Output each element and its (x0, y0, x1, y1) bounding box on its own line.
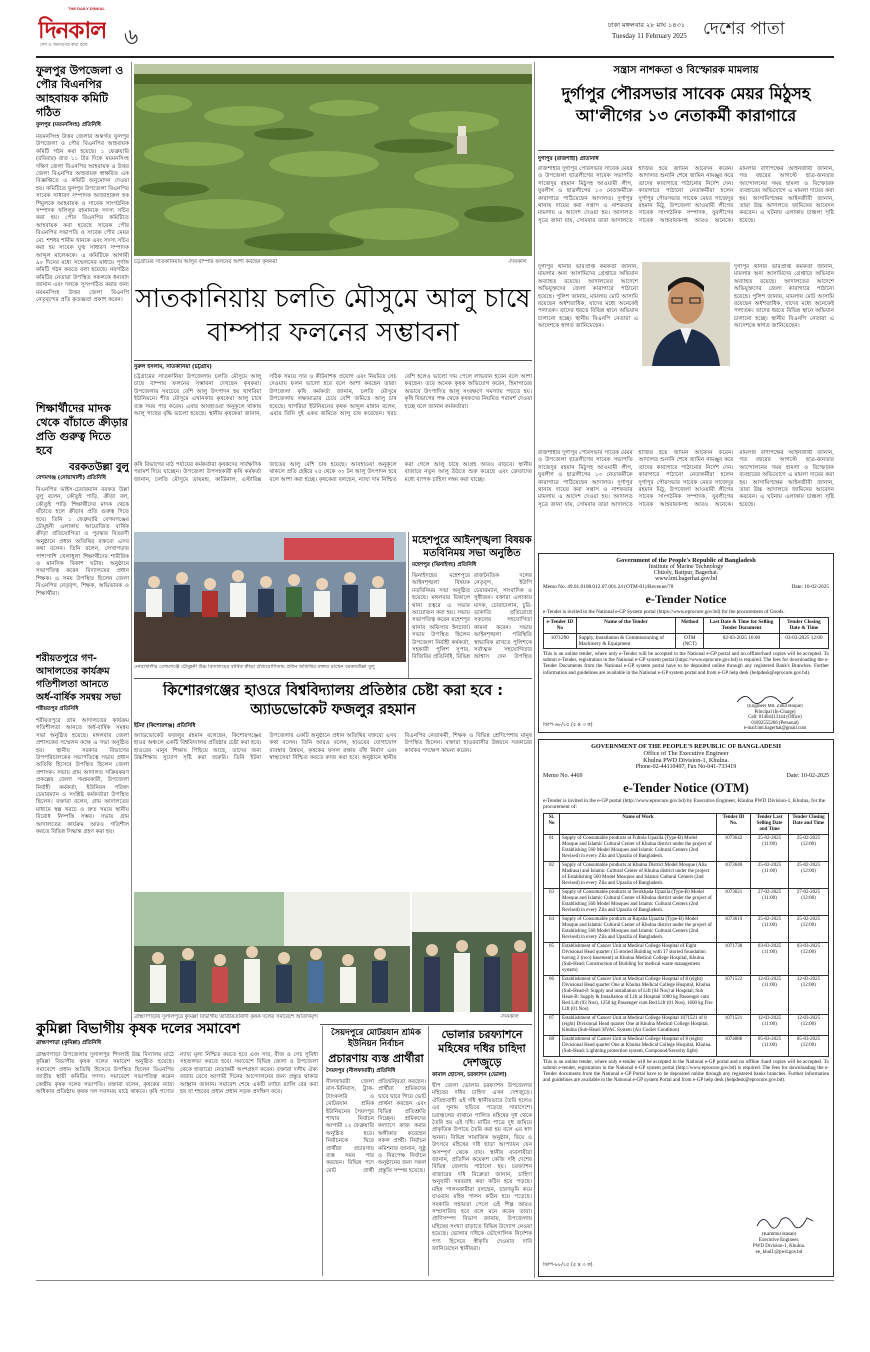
headline: শিক্ষার্থীদের মাদক থেকে বাঁচাতে ক্রীড়ার প্রতি গুরুত্ব দিতে হবে (36, 402, 128, 457)
article-body-2: দুর্গাপুর থানার ভারপ্রাপ্ত কর্মকর্তা জানান, মামলার অন্য আসামিদের গ্রেপ্তারে অভিযান অব্যাহত রয়েছে। আদালতের আদেশে অভিযুক্তদের জেলা কারাগারে পাঠানো হয়েছে। পুলিশ জানায়, মামলায় মোট আসামি রয়েছেন অর্ধশতাধিক, যাদের মধ্যে অনেকেই পলাতক। তাদের ধরতে বিভিন্ন স্থানে অভিযান চালানো হচ্ছে। স্থানীয় বিএনপি নেতারা এ আদেশকে স্বাগত জানিয়েছেন। (538, 264, 638, 330)
comilla-rally-image (134, 892, 410, 1012)
article-body: চট্টগ্রামের সাতকানিয়া উপজেলায় চলতি মৌসুমে আলু চাষে বাম্পার ফলনের সম্ভাবনা দেখছেন কৃষকরা। উপজেলার সবচেয়ে বেশি আলু উৎপাদন হয় খাগরিয়া ইউনিয়নে। শীত মৌসুমে এখানকার কৃষকেরা আলু চাষে ব্যস্ত সময় পার করেন। এবার আবহাওয়া অনুকূলে থাকায় আলু গাছের বৃদ্ধি ভালো হয়েছে। স্থানীয় কৃষকেরা জানান, সঠিক সময়ে সার ও কীটনাশক প্রয়োগ এবং নিয়মিত সেচ দেওয়ায় ফলন ভালো হবে বলে আশা করছেন তারা। উপজেলা কৃষি কর্মকর্তা জানান, চলতি মৌসুমে উপজেলায় লক্ষ্যমাত্রার চেয়ে বেশি জমিতে আলু চাষ হয়েছে। খাগরিয়া ইউনিয়নের কৃষক আব্দুল মান্নান বলেন, এবার তিনি দুই একর জমিতে আলু চাষ করেছেন। খরচ বেশি হলেও ভালো দাম পেলে লাভবান হবেন বলে আশা করছেন। তবে অনেক কৃষক অভিযোগ করেন, হিমাগারের অভাবে উৎপাদিত আলু সংরক্ষণে সমস্যায় পড়তে হয়। কৃষি বিভাগের পক্ষ থেকে কৃষকদের নিয়মিত পরামর্শ দেওয়া হচ্ছে বলে জানান কর্মকর্তারা। (134, 374, 532, 418)
table-cell: 12-03-2025 (12:00) (789, 1014, 829, 1035)
tender-title: e-Tender Notice (645, 592, 727, 606)
byline: ফুলপুর (ময়মনসিংহ) প্রতিনিধি (36, 122, 101, 128)
story-maheshpur (412, 534, 532, 678)
table-header-cell: Name of the Tender (576, 618, 676, 633)
photo-credit: -দিনকাল (508, 259, 527, 265)
masthead-tagline: দেশ ও জনগণের কথা বলে (40, 43, 88, 48)
table-cell: 03-03-2025 (11:00) (751, 942, 789, 975)
subheadline: প্রচারণায় ব্যস্ত প্রার্থীরা (328, 1052, 424, 1065)
table-cell: Supply of Consumable products at Terokhada Upazila (Type-B) Model Mosque and Islamic Cultural Center of Khulna district under the project of Establishing 560 Model Mosques and Islamic Cultural Centers (2nd Revised) in every Zila and Upazila of Bangladesh. (560, 888, 717, 915)
table-cell: 1074086 (717, 1035, 751, 1056)
article-body-2: কৃষি বিভাগের মাঠ পর্যায়ের কর্মকর্তারা কৃষকদের সার্বক্ষণিক পরামর্শ দিয়ে যাচ্ছেন। উপজেলা উপসহকারী কৃষি কর্মকর্তা জানান, চলতি মৌসুমে ডায়মন্ড, কার্ডিনাল, এস্টারিক্স জাতের আলু বেশি চাষ হয়েছে। আবহাওয়া অনুকূলে থাকলে প্রতি হেক্টরে ২৫ থেকে ৩০ টন আলু উৎপাদন হবে বলে আশা করা হচ্ছে। কৃষকেরা বলছেন, ন্যায্য দাম নিশ্চিত করা গেলে আলু চাষে আগ্রহ আরও বাড়বে। স্থানীয় বাজারে নতুন আলু উঠতে শুরু করেছে এবং ক্রেতাদের মধ্যে ব্যাপক চাহিদা লক্ষ্য করা যাচ্ছে। (134, 462, 532, 483)
tender-web[interactable]: www.imt.bagerhat.gov.bd (655, 576, 717, 582)
table-cell: 08 (544, 1035, 560, 1056)
headline: কুমিল্লা বিভাগীয় কৃষক দলের সমাবেশ (36, 1021, 241, 1037)
table-cell: 02-03-2025 16:00 (704, 633, 780, 648)
table-header-cell: Last Date & Time for Selling Tender Document (704, 618, 780, 633)
table-row (544, 633, 829, 648)
table-cell: 03-03-2025 12:00 (779, 633, 828, 648)
table-cell: 25-02-2025 (11:00) (751, 861, 789, 888)
byline: বেগমগঞ্জ (নোয়াখালী) প্রতিনিধি (36, 475, 106, 481)
tender-division: Khulna PWD Division-1, Khulna. (643, 757, 729, 764)
table-cell: Supply of Consumable products at Rupsha Upazila (Type-B) Model Mosque and Islamic Cultural Center of Khulna district under the project of Establishing 560 Model Mosques and Islamic Cultural Centers (2nd Revised) in every Zila and Upazila of Bangladesh. (560, 915, 717, 942)
table-cell: 04 (544, 915, 560, 942)
tender-notice-pwd (538, 739, 834, 1277)
table-cell: 1073621 (717, 888, 751, 915)
table-cell: 1071522 (717, 975, 751, 1014)
tender-govt: GOVERNMENT OF THE PEOPLE'S REPUBLIC OF BANGLADESH (591, 743, 781, 750)
table-row (544, 975, 829, 1014)
portrait-photo (642, 262, 730, 366)
table-cell: Supply of Consumable products at Fultola Upazila (Type-B) Model Mosque and Islamic Cultural Center of Khulna district under the project of Establishing 560 Model Mosques and Islamic Cultural Centers (2nd Revised) in every Zila and Upazila of Bangladesh. (560, 834, 717, 861)
photo-caption: নোয়াখালীর বেগমগঞ্জে চৌমুহনী উচ্চ বিদ্যালয়ের বার্ষিক ক্রীড়া প্রতিযোগিতায় প্রধান অতিথির বক্তব্য রাখেন বরকতউল্লা বুলু (134, 664, 375, 670)
table-cell: Establishment of Cancer Unit at Medical College Hospital of 8 (eight) Divisional Head quarter One at Khulna Medical College Hospital, Khulna (Sub-Head-8: Supply and installation of Lift (04 Nos) at Hospital; Sub Head-B: Supply & Installation of Lift at Hospital 1000 kg Passenger cum Bed Lift (03 Nos), 1250 kg Passenger cum Bed Lift (01 Nos), 1600 kg Fire Lift (01 Nos) (560, 975, 717, 1014)
article-body: ব্রাহ্মণপাড়া উপজেলার দুলালপুর শিদলাই উচ্চ বিদ্যালয় মাঠে কুমিল্লা বিভাগীয় কৃষক দলের সমাবেশ অনুষ্ঠিত হয়েছে। সমাবেশে প্রধান অতিথি হিসেবে উপস্থিত ছিলেন বিএনপির জাতীয় স্থায়ী কমিটির সদস্য। সমাবেশে সভাপতিত্ব করেন কেন্দ্রীয় কৃষক দলের সভাপতি। বক্তারা বলেন, কৃষকের ন্যায্য অধিকার প্রতিষ্ঠায় কৃষক দল সবসময় মাঠে থাকবে। কৃষি পণ্যের ন্যায্য মূল্য নিশ্চিত করতে হবে এবং সার, বীজ ও সেচ সুবিধা সহজলভ্য করতে হবে। সমাবেশে বিভিন্ন জেলা ও উপজেলা থেকে হাজারো নেতাকর্মী অংশগ্রহণ করেন। বক্তারা দলীয় ঐক্য বজায় রেখে আগামী দিনের আন্দোলনের জন্য প্রস্তুত থাকার আহ্বান জানান। সমাবেশ শেষে একটি বর্ণাঢ্য র‍্যালি বের করা হয় যা শহরের প্রধান প্রধান সড়ক প্রদক্ষিণ করে। (36, 1052, 318, 1096)
table-cell: 12-03-2025 (12:00) (789, 975, 829, 1014)
masthead-logo: দিনকাল (38, 18, 107, 44)
date-english: Tuesday 11 February 2025 (612, 32, 687, 40)
table-cell: 25-02-2025 (11:00) (751, 915, 789, 942)
table-cell: 02 (544, 861, 560, 888)
table-cell: Establishment of Cancer Unit at Medical College Hospital of 8 (eight) Divisional Head quarter One at Khulna Medical College Hospital, Khulna. (Sub-Head: Lightning protection system, Compound/Security light) (560, 1035, 717, 1056)
dfp-code: ডিপি-৬৮/২৫ (৫ x ৩ ক) (543, 722, 593, 728)
tender-office: Office of The Executive Engineer (643, 750, 729, 757)
tender-date: Date: 10-02-2025 (786, 773, 829, 779)
headline: সাতকানিয়ায় চলতি মৌসুমে আলু চাষে বাম্পার ফলনের সম্ভাবনা (135, 284, 531, 348)
photo-credit: -দিনকাল (500, 1014, 519, 1020)
tender-title: e-Tender Notice (OTM) (623, 781, 749, 795)
table-cell: Establishment of Cancer Unit at Medical College Hospital of Eight Divisional Head quarter (15 storied Building with 17 storied foundation having 2 (two) basement) at Khulna Medical College Hospital, Khulna (Sub-Head: Construction of Building for medical waste management system) (560, 942, 717, 975)
byline: সৈয়দপুর (নীলফামারী) প্রতিনিধি (326, 1068, 396, 1074)
tender-table (543, 813, 829, 1057)
article-body: অ্যাডভোকেট ফজলুর রহমান বলেছেন, কিশোরগঞ্জের হাওর অঞ্চলে একটি বিশ্ববিদ্যালয় প্রতিষ্ঠার চেষ্টা করা হবে। হাওরের মানুষ শিক্ষায় পিছিয়ে আছে, তাদের জন্য উচ্চশিক্ষার সুযোগ সৃষ্টি করা জরুরি। তিনি ইটনা উপজেলার একটি অনুষ্ঠানে প্রধান অতিথির বক্তব্যে এসব কথা বলেন। তিনি আরও বলেন, হাওরের যোগাযোগ ব্যবস্থার উন্নয়ন, কৃষকের ফসল রক্ষায় বাঁধ নির্মাণ এবং স্বাস্থ্যসেবা নিশ্চিত করতে কাজ করা হবে। অনুষ্ঠানে স্থানীয় বিএনপির নেতাকর্মী, শিক্ষক ও বিভিন্ন শ্রেণিপেশার মানুষ উপস্থিত ছিলেন। বক্তারা হাওরবাসীর উন্নয়নে সরকারের কার্যকর পদক্ষেপ কামনা করেন। (134, 733, 532, 762)
signer-title: Principal (In-Charge) (754, 709, 796, 715)
signer-cell: Cell: 01404413144 (Office) (748, 715, 802, 721)
table-cell: 25-02-2025 (12:00) (789, 861, 829, 888)
table-row (544, 915, 829, 942)
article-body-3: দুর্গাপুর থানার ভারপ্রাপ্ত কর্মকর্তা জানান, মামলার অন্য আসামিদের গ্রেপ্তারে অভিযান অব্যাহত রয়েছে। আদালতের আদেশে অভিযুক্তদের জেলা কারাগারে পাঠানো হয়েছে। পুলিশ জানায়, মামলায় মোট আসামি রয়েছেন অর্ধশতাধিক, যাদের মধ্যে অনেকেই পলাতক। তাদের ধরতে বিভিন্ন স্থানে অভিযান চালানো হচ্ছে। স্থানীয় বিএনপি নেতারা এ আদেশকে স্বাগত জানিয়েছেন। (734, 264, 834, 330)
headline: ফুলপুর উপজেলা ও পৌর বিএনপির আহবায়ক কমিটি গঠিত (36, 64, 124, 119)
table-cell: 27-02-2025 (12:00) (789, 888, 829, 915)
story-potato-body (134, 364, 532, 530)
tender-address: Chitoly, Baitpur, Bagerhat. (653, 570, 719, 576)
table-cell: 06 (544, 975, 560, 1014)
article-body-4: রাজশাহীর দুর্গাপুর পৌরসভার সাবেক মেয়র ও উপজেলা ছাত্রলীগের সাবেক সভাপতি সাজেদুর রহমান মিঠুসহ আওয়ামী লীগ, যুবলীগ ও ছাত্রলীগের ১৩ নেতাকর্মীকে কারাগারে পাঠিয়েছেন আদালত। দুর্গাপুর থানায় দায়ের করা সন্ত্রাস ও নাশকতার মামলায় এ আদেশ দেওয়া হয়। আদালত সূত্রে জানা যায়, সোমবার তারা আদালতে হাজির হয়ে জামিন আবেদন করেন। আদালত শুনানি শেষে জামিন নামঞ্জুর করে তাদের কারাগারে পাঠানোর নির্দেশ দেন। কারাগারে পাঠানো নেতাকর্মীরা হলেন দুর্গাপুর পৌরসভার সাবেক মেয়র সাজেদুর রহমান মিঠু, উপজেলা আওয়ামী লীগের সাবেক সাংগঠনিক সম্পাদক, যুবলীগের সাবেক আহবায়কসহ আরও অনেকে। মামলার বাদীপক্ষের আইনজীবী জানান, গত বছরের আগস্টে ছাত্র-জনতার আন্দোলনের সময় হামলা ও বিস্ফোরক ব্যবহারের অভিযোগে এ মামলা দায়ের করা হয়। আসামিপক্ষের আইনজীবী জানান, তারা উচ্চ আদালতে জামিনের আবেদন করবেন। এ ঘটনায় এলাকায় চাঞ্চল্য সৃষ্টি হয়েছে। (538, 450, 834, 508)
table-cell: 05-03-2025 (11:00) (751, 1035, 789, 1056)
byline: মহেশপুর (ঝিনাইদহ) প্রতিনিধি (412, 562, 477, 568)
table-header-cell: Tender ID No. (717, 813, 751, 834)
headline: সৈয়দপুরে মোটরযান শ্রমিক ইউনিয়ন নির্বাচন (331, 1028, 421, 1049)
table-cell: 27-02-2025 (11:00) (751, 888, 789, 915)
article-body: দ্বীপ জেলা ভোলার চরফ্যাশন উপজেলার মহিষের দধির চাহিদা এখন দেশজুড়ে। ঐতিহ্যবাহী এই দধি স্থানীয়ভাবে তৈরি হলেও এর সুনাম ছড়িয়ে পড়েছে সারাদেশে। চরাঞ্চলের বাথানে পালিত মহিষের দুধ থেকে তৈরি হয় এই দধি। মাটির পাত্রে দুধ জমিয়ে প্রাকৃতিক উপায়ে তৈরি করা হয় বলে এর স্বাদ অনন্য। বিভিন্ন সামাজিক অনুষ্ঠান, বিয়ে ও উৎসবে মহিষের দধি ছাড়া আপ্যায়ন যেন অসম্পূর্ণ থেকে যায়। স্থানীয় ব্যবসায়ীরা জানান, প্রতিদিন কয়েকশ কেজি দধি দেশের বিভিন্ন জেলায় পাঠানো হয়। চরফ্যাশন বাজারের দধি বিক্রেতা জানান, চাহিদা অনুযায়ী সরবরাহ করা কঠিন হয়ে পড়ছে। মহিষ পালনকারীরা বলছেন, চারণভূমি কমে যাওয়ায় মহিষ পালন কঠিন হয়ে পড়েছে। সরকারি সহায়তা পেলে এই শিল্প আরও সম্প্রসারিত হবে বলে মনে করেন তারা। প্রাণিসম্পদ বিভাগ জানায়, উপজেলায় মহিষের সংখ্যা বাড়াতে বিভিন্ন উদ্যোগ নেওয়া হয়েছে। ভোলার দধিকে ভৌগোলিক নির্দেশক পণ্য হিসেবে স্বীকৃতি দেওয়ার দাবি জানিয়েছেন স্থানীয়রা। (432, 1083, 532, 1252)
signer-division: PWD Division-1, Khulna. (752, 1244, 806, 1249)
table-cell: 05 (544, 942, 560, 975)
table-cell: 01 (544, 834, 560, 861)
signer-email[interactable]: e-mail:imt.bagerhat@gmail.com (743, 726, 807, 732)
table-cell: 03 (544, 888, 560, 915)
headline: কিশোরগঞ্জের হাওরে বিশ্ববিদ্যালয় প্রতিষ্ঠার চেষ্টা করা হবে : অ্যাডভোকেট ফজলুর রহমান (162, 683, 503, 718)
byline: ব্রাহ্মণপাড়া (কুমিল্লা) প্রতিনিধি (36, 1040, 101, 1046)
tender-note: This is an online tender, where only e-Tender will be accepted in the National e-GP portal and no offline/hard copies will be accepted. To submit e-Tender, registration in the National e-GP system portal (https://www.eprocure.gov.bd) is required. The fees for downloading the e-Tender Documents from the National e-GP system portal have to be deposited online through any registered Bank's Branches. Further information and guidelines are available in the National e-GP system portal and from e-GP help desk (helpdesk@eprocure.gov.bd). (543, 651, 829, 676)
table-cell: 1071521 (717, 1014, 751, 1035)
banner-image (412, 892, 532, 1012)
portrait-image (642, 262, 730, 366)
table-header-cell: Tender Closing Date and Time (789, 813, 829, 834)
table-row (544, 888, 829, 915)
table-cell: 25-02-2025 (11:00) (751, 834, 789, 861)
story-saidpur (326, 1028, 426, 1278)
photo-banner (412, 892, 532, 1012)
date-bangla: ঢাকা মঙ্গলবার ২৮ মাঘ ১৪৩১ (608, 21, 685, 29)
byline: দুর্গাপুর (রাজশাহী) প্রতিনিধি (538, 156, 599, 162)
table-row (544, 1014, 829, 1035)
photo-rally (134, 532, 406, 662)
signer-email[interactable]: ee_khulI @pwd.gov.bd (755, 1250, 803, 1255)
table-cell: 05-03-2025 (12:00) (789, 1035, 829, 1056)
signer-title: Executive Engineer, (758, 1238, 800, 1243)
story-fulpur (36, 64, 129, 394)
story-kishoreganj (134, 682, 532, 886)
tender-govt: Government of the People's Republic of Bangladesh (616, 557, 756, 564)
page-number: ৬ (124, 25, 139, 50)
signature-icon (755, 1212, 815, 1230)
table-row (544, 1035, 829, 1056)
potato-field-image (134, 64, 532, 256)
story-shariatpur (36, 652, 129, 1018)
article-body: ময়মনসিংহ উত্তর জেলার অন্তর্গত ফুলপুর উপজেলা ও পৌর বিএনপির আহবায়ক কমিটি গঠন করা হয়েছে। ১ ফেব্রুয়ারি (রবিবার) রাত ১১ টার দিকে ময়মনসিংহ দক্ষিণ জেলা বিএনপির আহবায়ক ও উত্তর জেলা বিএনপির আহবায়ক স্বাক্ষরিত এক বিজ্ঞপ্তিতে এ কমিটি অনুমোদন দেওয়া হয়। কমিটিতে ফুলপুর উপজেলা বিএনপির সাবেক সাধারণ সম্পাদক আজাহারুল হক শিমুলকে আহবায়ক ও সাবেক সাংগঠনিক সম্পাদক খলিলুর রহমানকে সদস্য সচিব করা হয়। পৌর বিএনপির কমিটিতে আহবায়ক করা হয়েছে সাবেক পৌর বিএনপির সভাপতি ও সাবেক পৌর মেয়র মো. শশধর শামীম খানকে এবং সদস্য সচিব করা হয় সাবেক যুগ্ম সাধারণ সম্পাদক আব্দুল মালেককে। এ কমিটিকে আগামী ৯০ দিনের মধ্যে সম্মেলনের মাধ্যমে পূর্ণাঙ্গ কমিটি গঠন করতে বলা হয়েছে। নবগঠিত কমিটির নেতারা উপস্থিত সকলকে ধন্যবাদ জানান এবং দলকে সুসংগঠিত করার জন্য ময়মনসিংহ উত্তর জেলা বিএনপি নেতৃবৃন্দের প্রতি কৃতজ্ঞতা প্রকাশ করেন। (36, 134, 129, 303)
table-cell: 1071738 (717, 942, 751, 975)
photo-caption: ব্রাহ্মণপাড়ায় দুলালপুরে কুমিল্লা বিভাগীয় জাতীয়তাবাদী কৃষক দলের সমাবেশে অতিথিবৃন্দ (134, 1014, 319, 1020)
tender-memo: Memo No. 49.01.0108.012.07.001.24 (OTM-01)/Revenue/78 (543, 584, 674, 590)
headline: শরীয়তপুরে গণ-আদালতের কার্যক্রম গতিশীলতা আনতে অর্ধ-বার্ষিক সমন্বয় সভা (36, 653, 122, 703)
tender-note: This is an online tender, where only e-tender will be accepted in the National e-GP portal and no offline /hard copies will be accepted. To submit e-tender, registration in the National e-GP system portal (http://www.eprocure.gov.bd) is required. The fees for downloading the e-Tender documents from the National e-GP Portal have to be deposited online through any registered banks branches. Further information and guidelines are available in the National e-GP system Portal and from e-GP help desk (helpdesk@eprocure.gov.bd). (543, 1058, 829, 1084)
masthead-logo-small: THE DAILY DINKAL (68, 6, 105, 11)
dfp-code: ডিপি-৮৮/২৫ (৫ x ৩ ক) (543, 1262, 593, 1268)
photo-potato-field (134, 64, 532, 256)
table-cell: Supply of Consumable products at Khulna District Model Mosque (Alia Madrasa) and Islamic Cultural Center of Khulna district under the project of Establishing 560 Model Mosques and Islamic Cultural Centers (2nd Revised) in every Zila and Upazila of Bangladesh. (560, 861, 717, 888)
kicker: সন্ত্রাস নাশকতা ও বিস্ফোরক মামলায় (613, 65, 759, 76)
headline: মহেশপুরে আইনশৃঙ্খলা বিষয়ক মতবিনিময় সভা অনুষ্ঠিত (412, 535, 532, 559)
table-cell: 07 (544, 1014, 560, 1035)
table-cell: Supply, Installation & Commissioning of Machinery & Equipment (576, 633, 676, 648)
table-cell: 25-02-2025 (12:00) (789, 915, 829, 942)
table-cell: 03-03-2025 (12:00) (789, 942, 829, 975)
table-header-cell: Name of Work (560, 813, 717, 834)
story-bhola (432, 1028, 532, 1278)
table-row (544, 861, 829, 888)
story-durgapur (538, 64, 834, 550)
table-cell: 25-02-2025 (12:00) (789, 834, 829, 861)
byline: ইটনা (কিশোরগঞ্জ) প্রতিনিধি (134, 723, 196, 729)
photo-comilla-rally (134, 892, 410, 1012)
signer-name: (Engineer Md. Zinul Hoque) (747, 704, 803, 709)
table-row (544, 834, 829, 861)
byline: কামাল হোসেন, চরফ্যাশন (ভোলা) (432, 1072, 507, 1078)
table-cell: 1073640 (717, 861, 751, 888)
tender-phone: Phone-02-44110497, Fax No-041-733419 (635, 764, 737, 770)
tender-intro: e-Tender is invited in the e-GP portal (http://www.eprocure.gov.bd) by Executive Engineer, Khulna PWD Division-1, Khulna, for the procurement of: (543, 798, 826, 811)
table-header-cell: Method (676, 618, 704, 633)
speaker: বরকতউল্লা বুলু (69, 462, 129, 473)
headline: দুর্গাপুর পৌরসভার সাবেক মেয়র মিঠুসহ আ'লীগের ১৩ নেতাকর্মী কারাগারে (561, 84, 811, 125)
table-cell: 1073619 (717, 915, 751, 942)
signer-cell-2: 01892555266 (Personal) (751, 720, 799, 726)
byline: নুরুল ইসলাম, সাতকানিয়া (চট্টগ্রাম) (134, 364, 212, 370)
tender-memo: Memo No. 4469 (543, 773, 583, 779)
table-cell: Establishment of Cancer Unit at Medical College Hospital 1071521 of 8 (eight) Divisional Head quarter One at Khulna Medical College Hospital, Khulna (Sub-Head: HVAC System (Air Cooler Condition) (560, 1014, 717, 1035)
article-body: রাজশাহীর দুর্গাপুর পৌরসভার সাবেক মেয়র ও উপজেলা ছাত্রলীগের সাবেক সভাপতি সাজেদুর রহমান মিঠুসহ আওয়ামী লীগ, যুবলীগ ও ছাত্রলীগের ১৩ নেতাকর্মীকে কারাগারে পাঠিয়েছেন আদালত। দুর্গাপুর থানায় দায়ের করা সন্ত্রাস ও নাশকতার মামলায় এ আদেশ দেওয়া হয়। আদালত সূত্রে জানা যায়, সোমবার তারা আদালতে হাজির হয়ে জামিন আবেদন করেন। আদালত শুনানি শেষে জামিন নামঞ্জুর করে তাদের কারাগারে পাঠানোর নির্দেশ দেন। কারাগারে পাঠানো নেতাকর্মীরা হলেন দুর্গাপুর পৌরসভার সাবেক মেয়র সাজেদুর রহমান মিঠু, উপজেলা আওয়ামী লীগের সাবেক সাংগঠনিক সম্পাদক, যুবলীগের সাবেক আহবায়কসহ আরও অনেকে। মামলার বাদীপক্ষের আইনজীবী জানান, গত বছরের আগস্টে ছাত্র-জনতার আন্দোলনের সময় হামলা ও বিস্ফোরক ব্যবহারের অভিযোগে এ মামলা দায়ের করা হয়। আসামিপক্ষের আইনজীবী জানান, তারা উচ্চ আদালতে জামিনের আবেদন করবেন। এ ঘটনায় এলাকায় চাঞ্চল্য সৃষ্টি হয়েছে। (538, 166, 834, 224)
story-comilla (36, 1020, 318, 1265)
table-header-cell: Tender Last Selling Date and Time (751, 813, 789, 834)
table-cell: 12-03-2025 (11:00) (751, 975, 789, 1014)
table-cell: 12-03-2025 (11:00) (751, 1014, 789, 1035)
tender-intro: e-Tender is invited in the National e-GP System portal (https://www.eprocure.gov.bd) for the procurement of Goods. (543, 609, 785, 615)
article-body: নীলফামারী জেলা বাস-মিনিবাস, ট্রাক-ট্যাংকলরি ও মোটরযান শ্রমিক ইউনিয়নের সৈয়দপুর শাখার নির্বাচন আগামী ১২ ফেব্রুয়ারি অনুষ্ঠিত হবে। নির্বাচনকে ঘিরে প্রার্থীরা প্রচারণায় ব্যস্ত সময় পার করছেন। বিভিন্ন পদে মোট প্রার্থী প্রতিদ্বন্দ্বিতা করছেন। প্রার্থীরা শ্রমিকদের দ্বারে দ্বারে গিয়ে ভোট প্রার্থনা করছেন এবং বিভিন্ন প্রতিশ্রুতি দিচ্ছেন। শ্রমিকদের কল্যাণে কাজ করার অঙ্গীকার করেছেন সকল প্রার্থী। নির্বাচন কমিশনার জানান, সুষ্ঠু ও নিরপেক্ষ নির্বাচন অনুষ্ঠানের জন্য সকল প্রস্তুতি সম্পন্ন হয়েছে। (326, 1079, 426, 1174)
signer-name: (Kammul Hasan) (761, 1232, 797, 1237)
article-body: ঝিনাইদহের মহেশপুরে আইনশৃঙ্খলা বিষয়ক মতবিনিময় সভা অনুষ্ঠিত হয়েছে। মঙ্গলবার বিকালে থানা চত্বরে এ সভার আয়োজন করা হয়। সভায় সভাপতিত্ব করেন মহেশপুর থানার অফিসার ইনচার্জ। সভায় উপস্থিত ছিলেন উপজেলা নির্বাহী কর্মকর্তা, সহকারী পুলিশ সুপার, বিজিবির প্রতিনিধি, বিভিন্ন রাজনৈতিক দলের নেতৃবৃন্দ, ইউপি চেয়ারম্যান, সাংবাদিক ও সুধীজন। বক্তারা এলাকায় মাদক, চোরাচালান, চুরি-ডাকাতি প্রতিরোধে সকলের সহযোগিতা কামনা করেন। সভায় আইনশৃঙ্খলা পরিস্থিতি স্বাভাবিক রাখতে পুলিশকে সর্বাত্মক সহযোগিতার আশ্বাস দেন উপস্থিত (412, 573, 532, 661)
story-potato-headline (134, 282, 532, 352)
tender-table (543, 617, 829, 649)
section-title: দেশের পাতা (703, 19, 785, 39)
table-header-cell: e-Tender ID No (544, 618, 577, 633)
article-body: বিএনপির ভাইস-চেয়ারম্যান বরকত উল্লা বুলু বলেন, কৌতুই পাড়ি, ক্রীড়া বল, কৌতুই পাড়ি শিক্ষার্থীদের মাদক থেকে বাঁচাতে হলে ক্রীড়ার প্রতি গুরুত্ব দিতে হবে। তিনি ১ ফেব্রুয়ারি বেগমগঞ্জের চৌমুহনী এলাকায় আয়োজিত বার্ষিক ক্রীড়া প্রতিযোগিতা ও পুরস্কার বিতরণী অনুষ্ঠানে প্রধান অতিথির বক্তব্যে এসব কথা বলেন। তিনি বলেন, লেখাপড়ার পাশাপাশি খেলাধুলা শিক্ষার্থীদের শারীরিক ও মানসিক বিকাশ ঘটায়। অনুষ্ঠানে সভাপতিত্ব করেন বিদ্যালয়ের প্রধান শিক্ষক। এ সময় উপস্থিত ছিলেন জেলা বিএনপির নেতৃবৃন্দ, শিক্ষক, অভিভাবক ও শিক্ষার্থীরা। (36, 487, 129, 597)
tender-notice-imt (538, 553, 834, 733)
table-header-cell: Sl. No (544, 813, 560, 834)
photo-caption: চট্টগ্রামের সাতকানিয়ায় আলুর বাম্পার ফলনের আশা করছেন কৃষকরা (134, 259, 278, 265)
story-students (36, 402, 129, 652)
article-body: শরীয়তপুরে গ্রাম আদালতের কার্যক্রম গতিশীলতা আনতে অর্ধ-বার্ষিক সমন্বয় সভা অনুষ্ঠিত হয়েছে। মঙ্গলবার জেলা প্রশাসকের সম্মেলন কক্ষে এ সভা অনুষ্ঠিত হয়। স্থানীয় সরকার বিভাগের উপপরিচালকের সভাপতিত্বে সভায় প্রধান অতিথি হিসেবে উপস্থিত ছিলেন জেলা প্রশাসক। সভায় গ্রাম আদালত সক্রিয়করণ প্রকল্পের জেলা সমন্বয়কারী, উপজেলা নির্বাহী কর্মকর্তা, ইউনিয়ন পরিষদ চেয়ারম্যান ও সংশ্লিষ্ট কর্মকর্তারা উপস্থিত ছিলেন। বক্তারা বলেন, গ্রাম আদালতের মাধ্যমে স্বল্প খরচে ও দ্রুত সময়ে স্থানীয় বিরোধ নিষ্পত্তি সম্ভব। সভায় গ্রাম আদালতের কার্যক্রম আরও গতিশীল করতে বিভিন্ন সিদ্ধান্ত গ্রহণ করা হয়। (36, 718, 129, 836)
table-cell: OTM (NCT) (676, 633, 704, 648)
masthead (0, 0, 870, 62)
byline: শরীয়তপুর প্রতিনিধি (36, 706, 79, 712)
table-header-cell: Tender Closing Date & Time (779, 618, 828, 633)
table-cell: 1073642 (717, 834, 751, 861)
tender-date: Date: 10-02-2025 (791, 584, 829, 590)
table-row (544, 942, 829, 975)
headline: ভোলার চরফ্যাশনে মহিষের দধির চাহিদা দেশজুড়ে (438, 1028, 526, 1069)
tender-institute: Institute of Marine Technology (648, 564, 724, 570)
rally-image (134, 532, 406, 662)
table-cell: 1071290 (544, 633, 577, 648)
